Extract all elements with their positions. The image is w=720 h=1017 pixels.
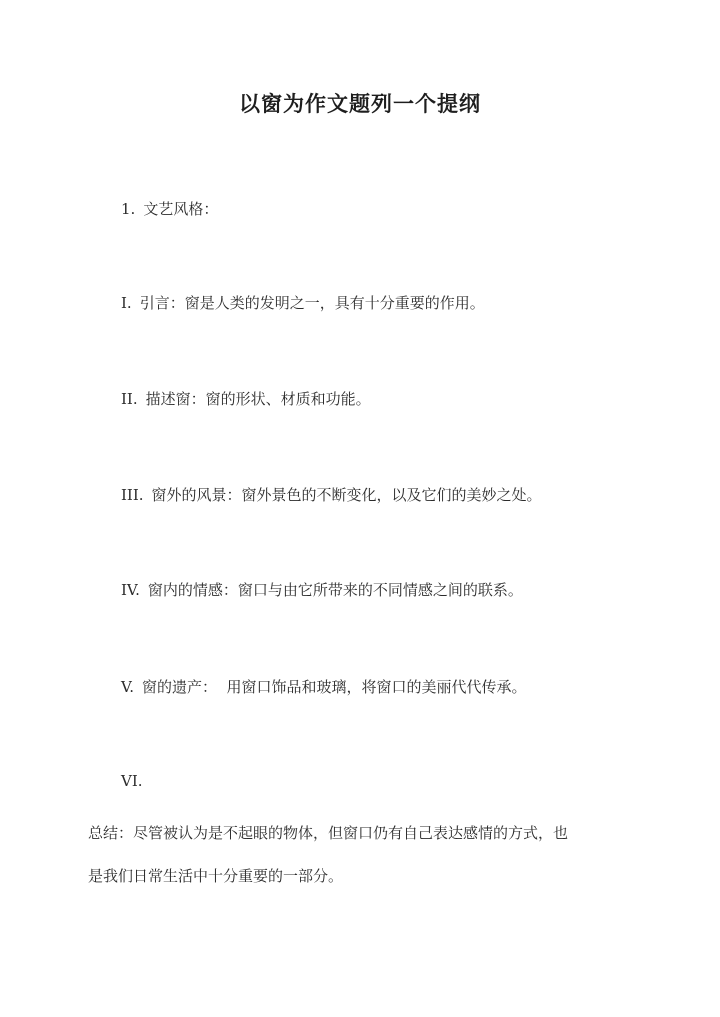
outline-item-text: 文艺风格：: [143, 200, 219, 218]
outline-item-4: [121, 484, 542, 505]
outline-item-text: 描述窗：窗的形状、材质和功能。: [145, 390, 371, 408]
outline-item-3: [121, 388, 371, 409]
outline-item-6: [121, 676, 527, 697]
outline-item-text: 窗内的情感：窗口与由它所带来的不同情感之间的联系。: [147, 581, 523, 599]
outline-item-number: III.: [121, 486, 144, 504]
conclusion-paragraph: [88, 812, 648, 898]
conclusion-line: 总结：尽管被认为是不起眼的物体，但窗口仍有自己表达感情的方式，也: [88, 824, 569, 842]
outline-item-1: [121, 198, 218, 219]
outline-item-number: VI.: [121, 772, 143, 790]
outline-item-text: 引言：窗是人类的发明之一，具有十分重要的作用。: [139, 294, 485, 312]
outline-item-number: II.: [121, 390, 138, 408]
outline-item-7: [121, 772, 151, 790]
outline-item-number: IV.: [121, 581, 140, 599]
outline-item-number: V.: [121, 678, 134, 696]
outline-item-text: 窗的遗产： 用窗口饰品和玻璃，将窗口的美丽代代传承。: [141, 678, 527, 696]
outline-item-2: [121, 292, 485, 313]
conclusion-line: 是我们日常生活中十分重要的一部分。: [88, 867, 344, 885]
outline-item-5: [121, 579, 523, 600]
outline-item-text: 窗外的风景：窗外景色的不断变化，以及它们的美妙之处。: [151, 486, 542, 504]
outline-item-number: I.: [121, 294, 132, 312]
document-title: 以窗为作文题列一个提纲: [239, 91, 481, 116]
outline-item-number: 1.: [121, 200, 136, 218]
